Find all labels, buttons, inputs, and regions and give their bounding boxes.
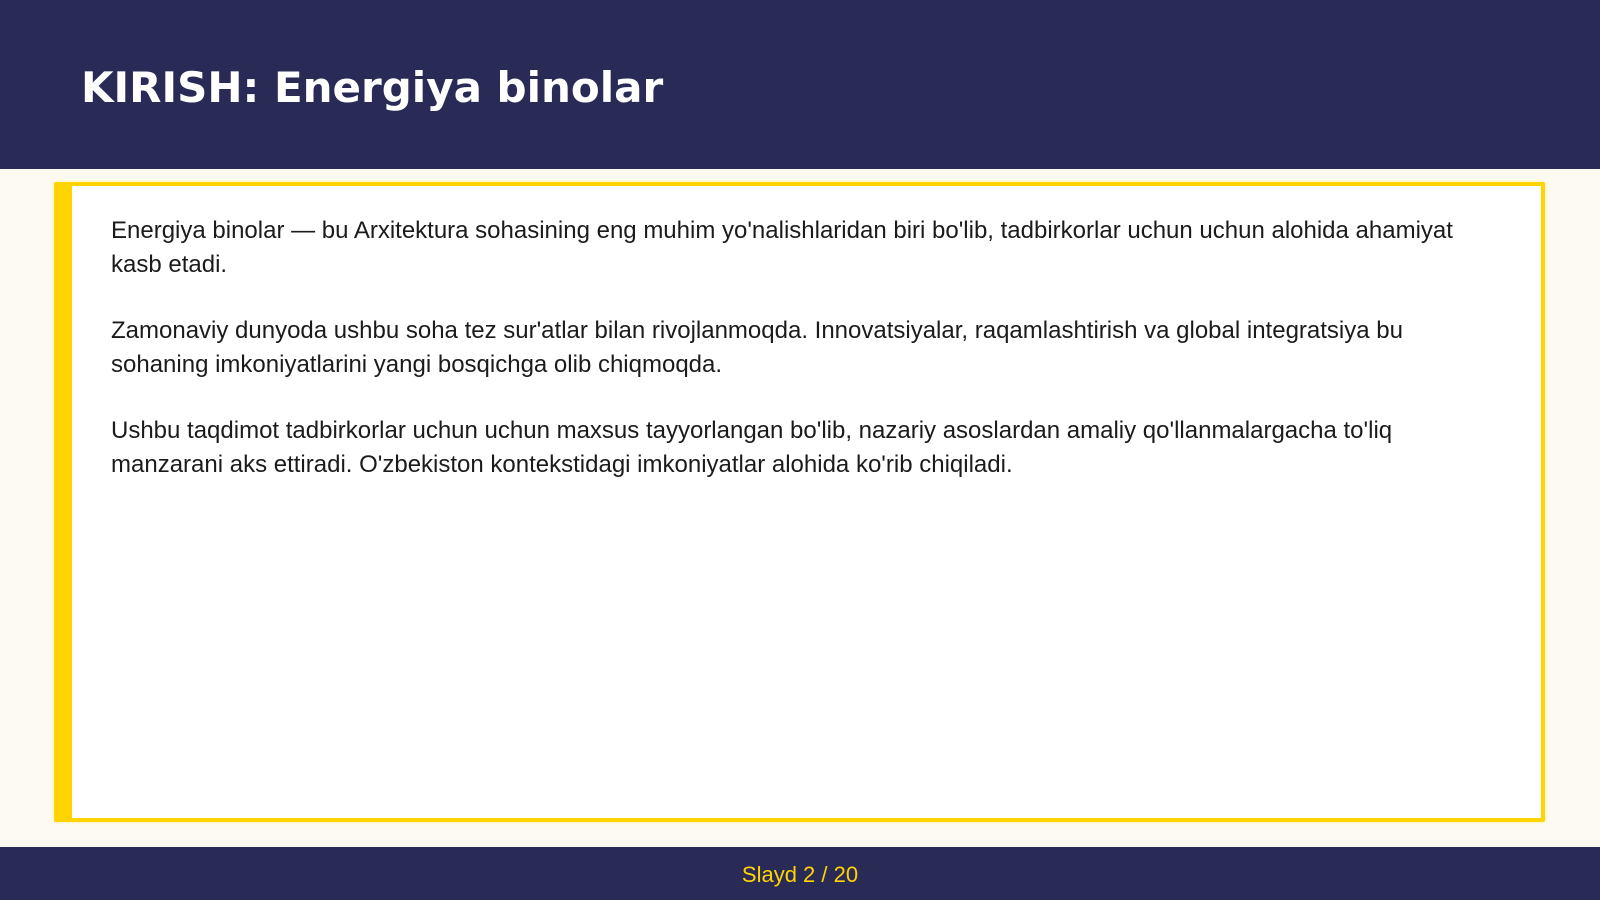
slide-footer	[0, 847, 1600, 900]
slide-counter: Slayd 2 / 20	[741, 861, 859, 887]
paragraph-modern-world: Zamonaviy dunyoda ushbu soha tez sur'atlar bilan rivojlanmoqda. Innovatsiyalar, raqamlashtirish va global integratsiya bu sohaning imkoniyatlarini yangi bosqichga olib chiqmoqda.	[111, 317, 1403, 378]
slide-title: KIRISH: Energiya binolar	[81, 63, 664, 112]
content-text	[111, 214, 1491, 514]
slide-header	[0, 0, 1600, 169]
paragraph-presentation-purpose: Ushbu taqdimot tadbirkorlar uchun uchun maxsus tayyorlangan bo'lib, nazariy asoslardan amaliy qo'llanmalargacha to'liq manzarani aks ettiradi. O'zbekiston kontekstidagi imkoniyatlar alohida ko'rib chiqiladi.	[111, 417, 1393, 478]
paragraph-intro: Energiya binolar — bu Arxitektura sohasining eng muhim yo'nalishlaridan biri bo'lib, tadbirkorlar uchun uchun alohida ahamiyat kasb etadi.	[111, 217, 1453, 278]
content-box	[54, 182, 1545, 822]
